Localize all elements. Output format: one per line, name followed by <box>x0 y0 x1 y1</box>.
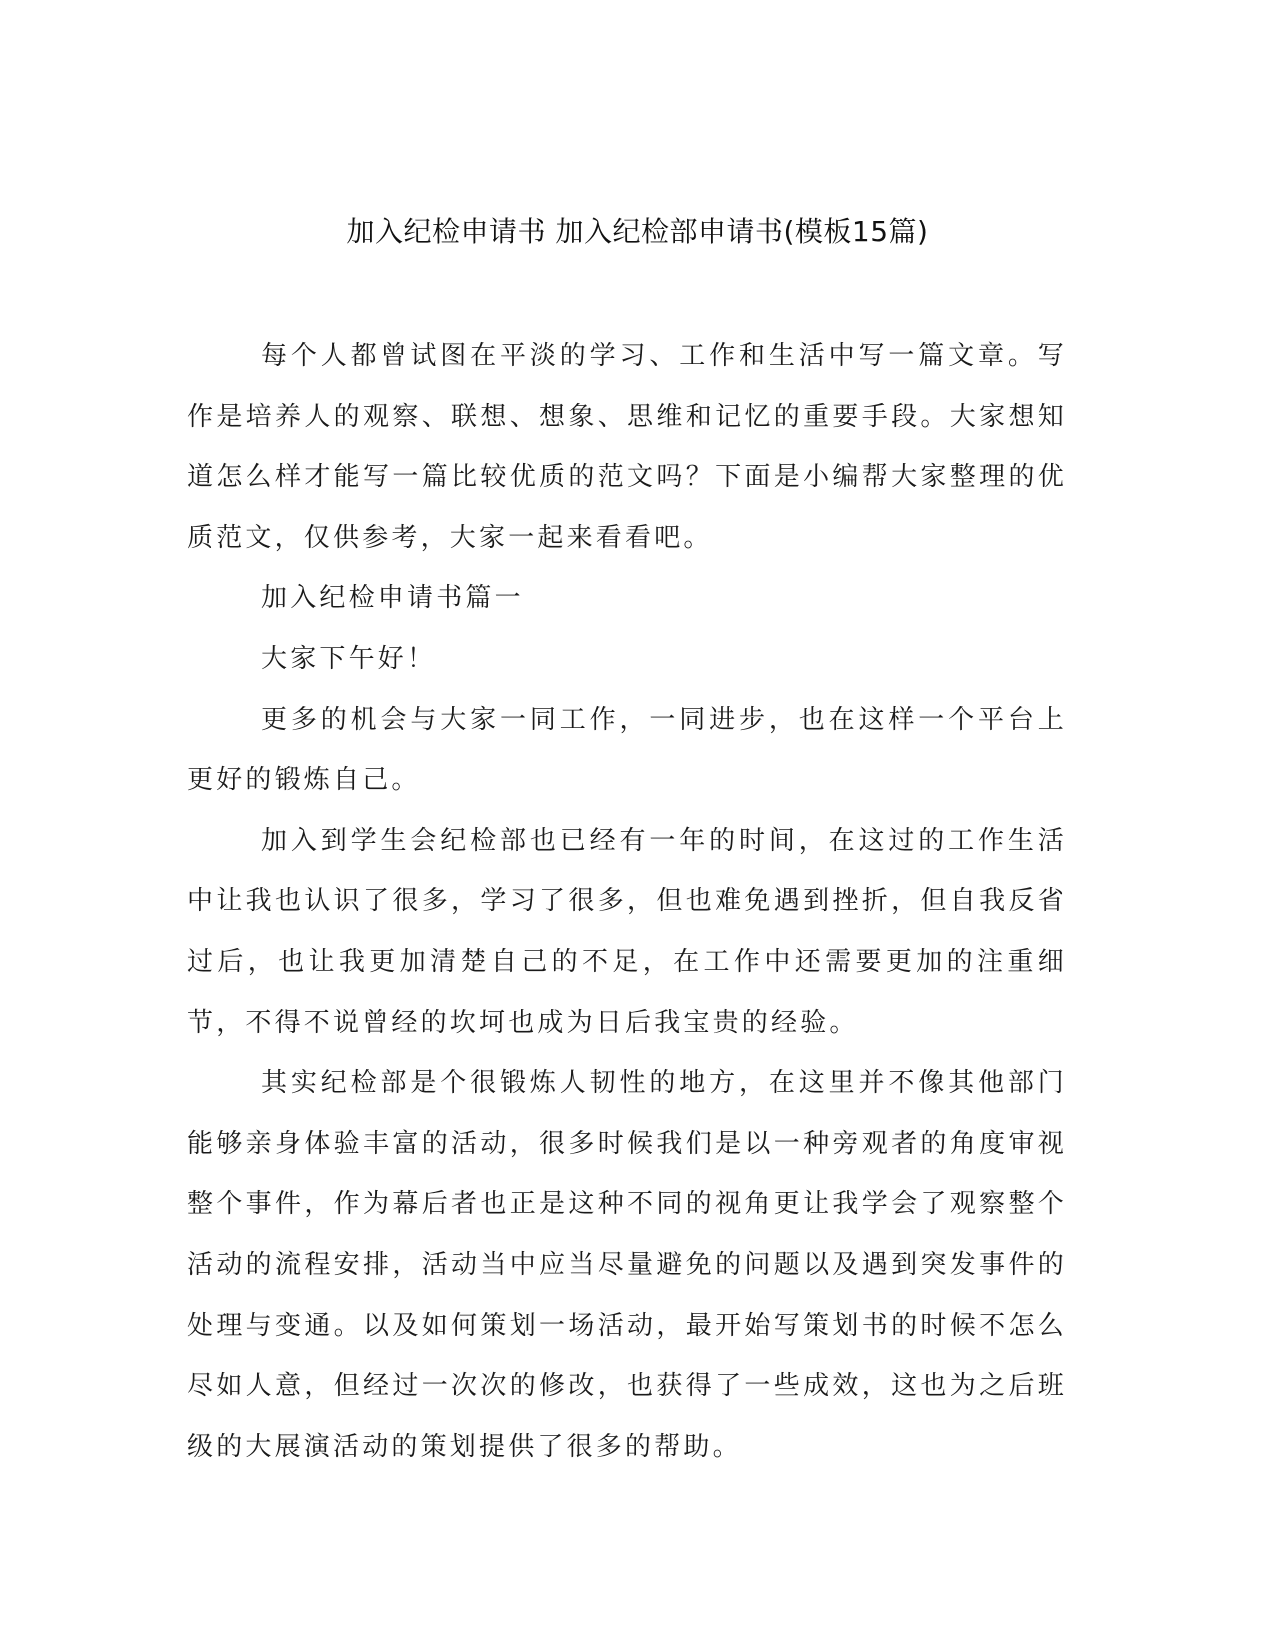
document-body <box>187 326 1067 1477</box>
body-paragraph: 更多的机会与大家一同工作，一同进步，也在这样一个平台上更好的锻炼自己。 <box>187 704 1067 796</box>
greeting-paragraph: 大家下午好！ <box>261 643 437 674</box>
body-paragraph: 其实纪检部是个很锻炼人韧性的地方，在这里并不像其他部门能够亲身体验丰富的活动，很多时候我们是以一种旁观者的角度审视整个事件，作为幕后者也正是这种不同的视角更让我学会了观察整个活动的流程安排，活动当中应当尽量避免的问题以及遇到突发事件的处理与变通。以及如何策划一场活动，最开始写策划书的时候不怎么尽如人意，但经过一次次的修改，也获得了一些成效，这也为之后班级的大展演活动的策划提供了很多的帮助。 <box>187 1068 1067 1462</box>
document-title: 加入纪检申请书 加入纪检部申请书(模板15篇) <box>346 215 929 248</box>
body-paragraph: 加入到学生会纪检部也已经有一年的时间，在这过的工作生活中让我也认识了很多，学习了很多，但也难免遇到挫折，但自我反省过后，也让我更加清楚自己的不足，在工作中还需要更加的注重细节，不得不说曾经的坎坷也成为日后我宝贵的经验。 <box>187 825 1067 1038</box>
section-heading: 加入纪检申请书篇一 <box>261 583 524 614</box>
intro-paragraph: 每个人都曾试图在平淡的学习、工作和生活中写一篇文章。写作是培养人的观察、联想、想象、思维和记忆的重要手段。大家想知道怎么样才能写一篇比较优质的范文吗？下面是小编帮大家整理的优质范文，仅供参考，大家一起来看看吧。 <box>187 341 1067 553</box>
